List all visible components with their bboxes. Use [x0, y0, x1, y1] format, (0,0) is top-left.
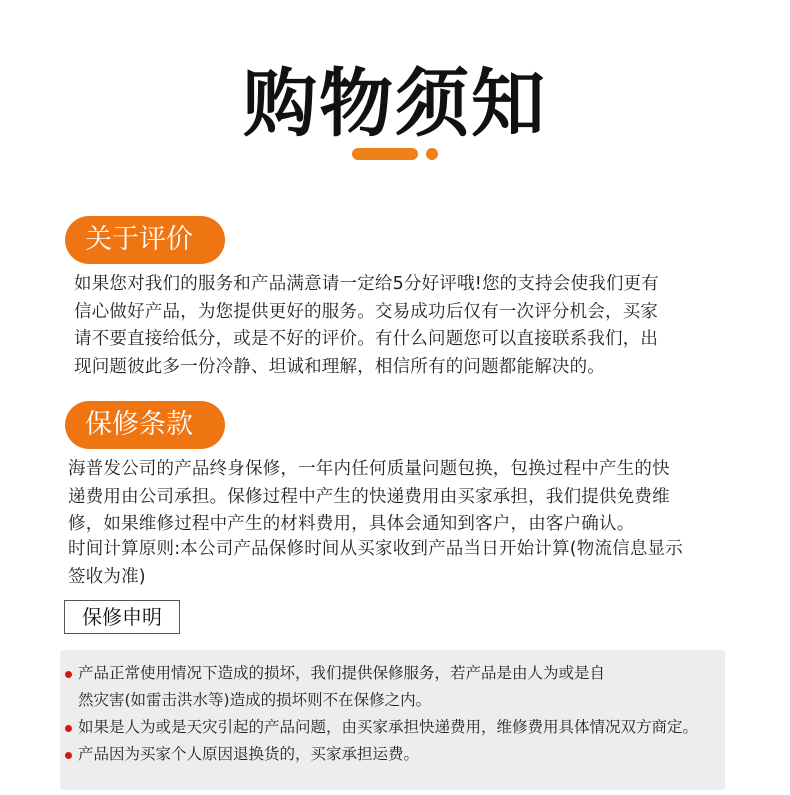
bullet-dot-icon: [65, 725, 72, 732]
page-title: 购物须知: [243, 61, 547, 147]
text-line: 递费用由公司承担。保修过程中产生的快递费用由买家承担，我们提供免费维: [68, 486, 670, 507]
warranty-time-paragraph: [68, 536, 728, 591]
text-line: 海普发公司的产品终身保修，一年内任何质量问题包换，包换过程中产生的快: [68, 459, 670, 479]
review-paragraph: [74, 271, 734, 381]
text-line: 时间计算原则:本公司产品保修时间从买家收到产品当日开始计算(物流信息显示: [68, 539, 683, 559]
review-section-heading: 关于评价: [65, 216, 225, 264]
text-line: 签收为准): [68, 566, 146, 587]
text-line: 现问题彼此多一份冷静、坦诚和理解，相信所有的问题都能解决的。: [74, 356, 605, 377]
text-line: 如果是人为或是天灾引起的产品问题，由买家承担快递费用，维修费用具体情况双方商定。: [78, 718, 699, 736]
statement-note: [78, 660, 678, 714]
text-line: 然灾害(如雷击洪水等)造成的损坏则不在保修之内。: [78, 691, 432, 709]
text-line: 产品因为买家个人原因退换货的，买家承担运费。: [78, 745, 420, 763]
decoration-bar: [352, 148, 418, 160]
warranty-section-heading: 保修条款: [65, 401, 225, 449]
statement-note: [78, 741, 678, 768]
text-line: 如果您对我们的服务和产品满意请一定给5分好评哦!您的支持会使我们更有: [74, 274, 659, 294]
warranty-paragraph: [68, 456, 728, 539]
decoration-dot: [426, 148, 438, 160]
statement-note: [78, 714, 728, 741]
bullet-dot-icon: [65, 752, 72, 759]
text-line: 修，如果维修过程中产生的材料费用，具体会通知到客户，由客户确认。: [68, 514, 635, 534]
statement-heading: 保修申明: [64, 600, 180, 634]
text-line: 请不要直接给低分，或是不好的评价。有什么问题您可以直接联系我们，出: [74, 329, 659, 349]
bullet-dot-icon: [65, 671, 72, 678]
text-line: 信心做好产品，为您提供更好的服务。交易成功后仅有一次评分机会，买家: [74, 301, 659, 322]
text-line: 产品正常使用情况下造成的损坏，我们提供保修服务，若产品是由人为或是自: [78, 664, 606, 682]
